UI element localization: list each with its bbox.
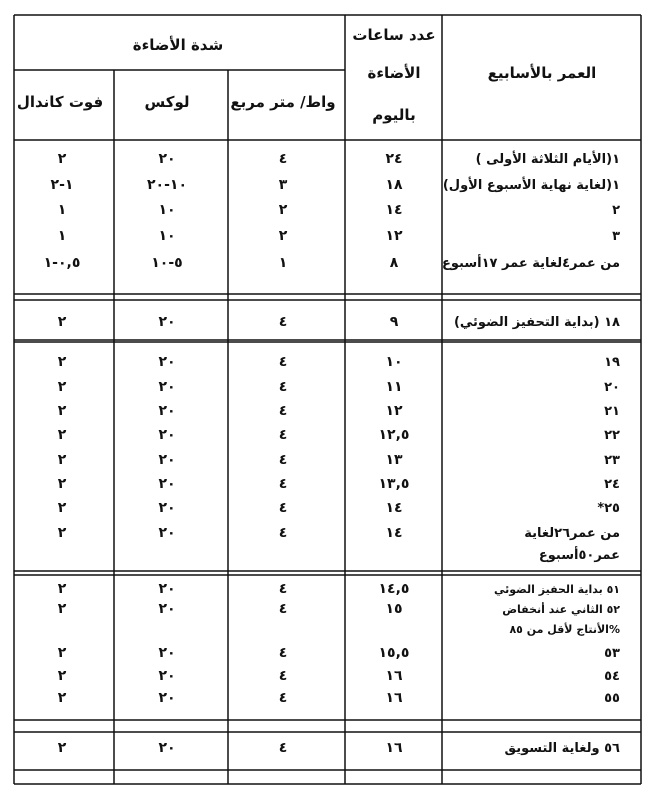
watt-cell: ٤ — [278, 314, 288, 330]
lux-cell: ٥-١٠ — [151, 255, 183, 271]
hours-cell: ١٤ — [385, 202, 403, 218]
age-cell: ١٩ — [604, 355, 620, 370]
lux-cell: ٢٠ — [158, 581, 176, 597]
footcandle-cell: ١-٢ — [50, 177, 74, 193]
footcandle-cell: ٢ — [57, 452, 67, 468]
hours-cell: ١٥ — [385, 601, 403, 617]
age-cell: ٢٣ — [604, 453, 620, 468]
watt-cell: ٤ — [278, 690, 288, 706]
age-cell: ١(لغاية نهاية الأسبوع الأول) — [442, 178, 620, 193]
footcandle-cell: ٢ — [57, 525, 67, 541]
age-cell: ٢٤ — [604, 477, 620, 492]
watt-cell: ٤ — [278, 645, 288, 661]
hours-cell: ١٢,٥ — [378, 427, 410, 443]
age-cell: ٣ — [612, 229, 620, 244]
table-header — [17, 26, 597, 124]
age-cell: ٢٢ — [604, 428, 620, 443]
footcandle-cell: ٠,٥-١ — [43, 255, 81, 271]
header-intensity: شدة الأضاءة — [132, 36, 224, 54]
watt-cell: ٤ — [278, 740, 288, 756]
watt-cell: ٤ — [278, 151, 288, 167]
hours-cell: ١٠ — [385, 354, 403, 370]
hours-cell: ١٣,٥ — [378, 476, 410, 492]
footcandle-cell: ٢ — [57, 690, 67, 706]
age-cell: ٢ — [612, 203, 620, 218]
lux-cell: ٢٠ — [158, 403, 176, 419]
table-grid — [14, 15, 641, 784]
lux-cell: ٢٠ — [158, 645, 176, 661]
watt-cell: ٤ — [278, 379, 288, 395]
watt-cell: ٣ — [278, 177, 288, 193]
watt-cell: ٤ — [278, 354, 288, 370]
lux-cell: ١٠ — [158, 228, 176, 244]
footcandle-cell: ٢ — [57, 500, 67, 516]
watt-cell: ٤ — [278, 668, 288, 684]
hours-cell: ٩ — [389, 314, 399, 330]
age-cell: من عمر٢٦لغاية — [524, 526, 620, 541]
age-cell: الأنتاج لأقل من ٨٥% — [509, 623, 620, 636]
hours-cell: ١٨ — [385, 177, 403, 193]
lux-cell: ٢٠ — [158, 668, 176, 684]
lux-cell: ٢٠ — [158, 354, 176, 370]
lux-cell: ٢٠ — [158, 601, 176, 617]
hours-cell: ١٢ — [385, 403, 403, 419]
age-cell: ٥٣ — [604, 646, 620, 661]
hours-cell: ١٢ — [385, 228, 403, 244]
footcandle-cell: ٢ — [57, 354, 67, 370]
footcandle-cell: ٢ — [57, 581, 67, 597]
lux-cell: ٢٠ — [158, 500, 176, 516]
lux-cell: ٢٠ — [158, 379, 176, 395]
footcandle-cell: ٢ — [57, 668, 67, 684]
lux-cell: ٢٠ — [158, 427, 176, 443]
footcandle-cell: ١ — [57, 202, 67, 218]
watt-cell: ٤ — [278, 525, 288, 541]
age-cell: ٥٦ ولغاية التسويق — [504, 741, 620, 756]
footcandle-cell: ٢ — [57, 379, 67, 395]
lux-cell: ١٠ — [158, 202, 176, 218]
age-cell: ١(الأيام الثلاثة الأولى ) — [475, 152, 620, 167]
watt-cell: ٤ — [278, 403, 288, 419]
watt-cell: ٤ — [278, 427, 288, 443]
footcandle-cell: ٢ — [57, 403, 67, 419]
lux-cell: ١٠-٢٠ — [147, 177, 187, 193]
hours-cell: ١١ — [385, 379, 403, 395]
footcandle-cell: ٢ — [57, 314, 67, 330]
lux-cell: ٢٠ — [158, 452, 176, 468]
footcandle-cell: ٢ — [57, 601, 67, 617]
watt-cell: ٤ — [278, 452, 288, 468]
footcandle-cell: ١ — [57, 228, 67, 244]
watt-cell: ٤ — [278, 581, 288, 597]
watt-cell: ٢ — [278, 228, 288, 244]
lux-cell: ٢٠ — [158, 525, 176, 541]
lux-cell: ٢٠ — [158, 151, 176, 167]
age-cell: ٥٢ الثاني عند أنخفاض — [502, 603, 620, 616]
watt-cell: ٤ — [278, 500, 288, 516]
age-cell: ٢٠ — [604, 380, 620, 395]
age-cell: ٥٥ — [604, 691, 620, 706]
hours-cell: ١٦ — [385, 740, 403, 756]
hours-cell: ١٤ — [385, 525, 403, 541]
hours-cell: ١٤,٥ — [378, 581, 410, 597]
header-watt: واط/ متر مربع — [230, 93, 336, 111]
hours-cell: ١٥,٥ — [378, 645, 410, 661]
footcandle-cell: ٢ — [57, 427, 67, 443]
lux-cell: ٢٠ — [158, 690, 176, 706]
age-cell: ٥١ بداية الحفيز الضوئي — [494, 583, 620, 596]
hours-cell: ٨ — [389, 255, 399, 271]
lux-cell: ٢٠ — [158, 314, 176, 330]
footcandle-cell: ٢ — [57, 151, 67, 167]
footcandle-cell: ٢ — [57, 645, 67, 661]
header-hours-line2: الأضاءة — [367, 64, 421, 82]
hours-cell: ١٤ — [385, 500, 403, 516]
hours-cell: ١٦ — [385, 690, 403, 706]
age-cell: ٥٤ — [604, 669, 620, 684]
age-cell: *٢٥ — [597, 501, 620, 516]
header-lux: لوكس — [144, 93, 190, 111]
age-cell: ٢١ — [604, 404, 620, 419]
lux-cell: ٢٠ — [158, 476, 176, 492]
header-hours-line3: باليوم — [372, 106, 416, 124]
footcandle-cell: ٢ — [57, 740, 67, 756]
hours-cell: ٢٤ — [385, 151, 403, 167]
header-footcandle: فوت كاندال — [16, 93, 104, 111]
watt-cell: ١ — [278, 255, 288, 271]
table-body — [44, 150, 621, 756]
header-hours-line1: عدد ساعات — [352, 26, 436, 44]
hours-cell: ١٣ — [385, 452, 403, 468]
watt-cell: ٤ — [278, 601, 288, 617]
header-age-weeks: العمر بالأسابيع — [487, 64, 597, 82]
age-cell: من عمر٤لغاية عمر ١٧أسبوع — [442, 256, 620, 271]
watt-cell: ٢ — [278, 202, 288, 218]
watt-cell: ٤ — [278, 476, 288, 492]
lux-cell: ٢٠ — [158, 740, 176, 756]
age-cell: ١٨ (بداية التحفيز الضوئي) — [453, 315, 620, 330]
footcandle-cell: ٢ — [57, 476, 67, 492]
hours-cell: ١٦ — [385, 668, 403, 684]
age-cell: عمر٥٠أسبوع — [538, 548, 620, 563]
